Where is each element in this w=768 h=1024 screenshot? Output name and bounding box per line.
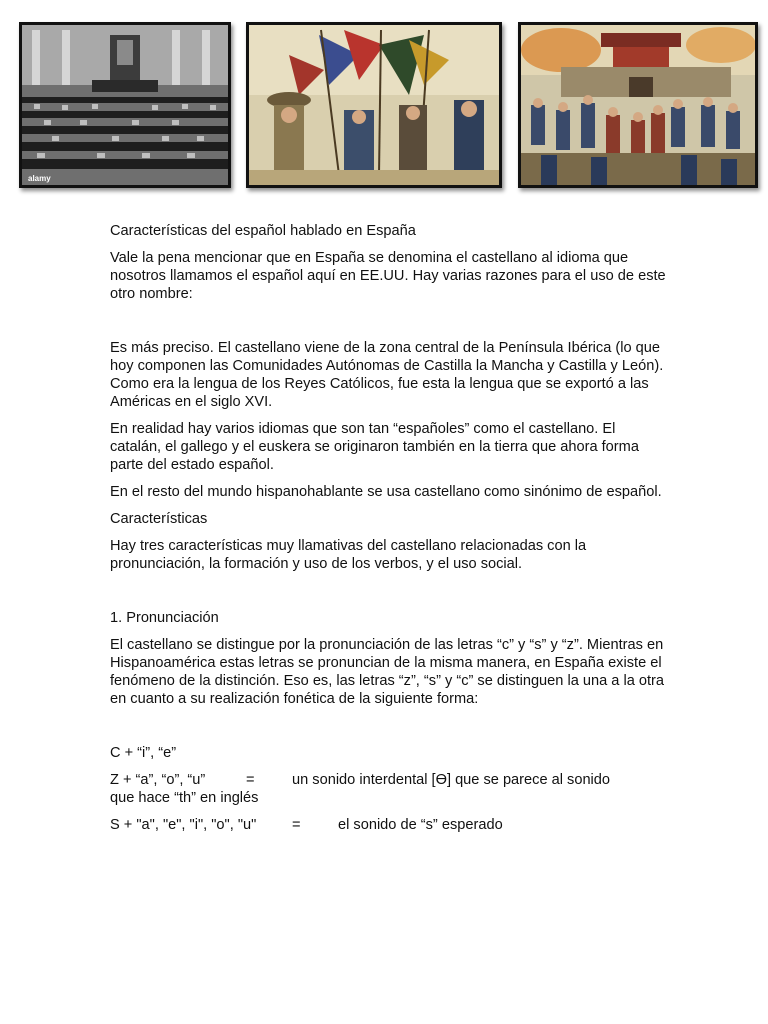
rule-z-left: Z + “a”, “o”, “u” xyxy=(110,772,206,788)
battle-image xyxy=(521,25,755,185)
rule-s-equals: = xyxy=(292,817,301,833)
rule-z xyxy=(110,771,670,807)
rule-z-continuation: que hace “th” en inglés xyxy=(110,790,259,806)
document-body xyxy=(110,222,670,843)
soldiers-image xyxy=(249,25,499,185)
reason-languages-paragraph: En realidad hay varios idiomas que son tan “españoles” como el castellano. El catalán, el gallego y el euskera se originaron también en la tierra que ahora forma parte del estado español. xyxy=(110,421,639,473)
parliament-photo xyxy=(19,22,231,188)
pronunciation-paragraph: El castellano se distingue por la pronunciación de las letras “c” y “s” y “z”. Mientras en Hispanoamérica estas letras se pronuncian de la misma manera, en España existe el fenómeno de la distinción. Eso es, las letras “z”, “s” y “c” se distinguen la una a la otra en cuanto a su realización fonética de la siguiente forma: xyxy=(110,637,665,707)
soldiers-illustration xyxy=(246,22,502,188)
alamy-watermark: alamy xyxy=(28,174,51,183)
rule-s xyxy=(110,816,670,834)
rule-c: C + “i”, “e” xyxy=(110,745,177,761)
features-heading: Características xyxy=(110,511,208,527)
rule-s-right: el sonido de “s” esperado xyxy=(338,817,503,833)
intro-paragraph: Vale la pena mencionar que en España se denomina el castellano al idioma que nosotros llamamos el español aquí en EE.UU. Hay varias razones para el uso de este otro nombre: xyxy=(110,250,666,302)
parliament-image xyxy=(22,25,228,185)
reason-synonym-paragraph: En el resto del mundo hispanohablante se usa castellano como sinónimo de español. xyxy=(110,484,662,500)
battle-illustration xyxy=(518,22,758,188)
reason-precision-paragraph: Es más preciso. El castellano viene de la zona central de la Península Ibérica (lo que hoy componen las Comunidades Autónomas de Castilla la Mancha y Castilla y León). Como era la lengua de los Reyes Católicos, fue esta la lengua que se exportó a las Américas en el siglo XVI. xyxy=(110,340,664,410)
rule-s-left: S + "a", "e", "i", "o", "u" xyxy=(110,817,257,833)
pronunciation-heading: 1. Pronunciación xyxy=(110,610,219,626)
document-title: Características del español hablado en España xyxy=(110,223,416,239)
features-intro-paragraph: Hay tres características muy llamativas del castellano relacionadas con la pronunciación, la formación y uso de los verbos, y el uso social. xyxy=(110,538,587,572)
rule-z-right: un sonido interdental [Ө] que se parece al sonido xyxy=(292,772,611,788)
rule-z-equals: = xyxy=(246,772,255,788)
